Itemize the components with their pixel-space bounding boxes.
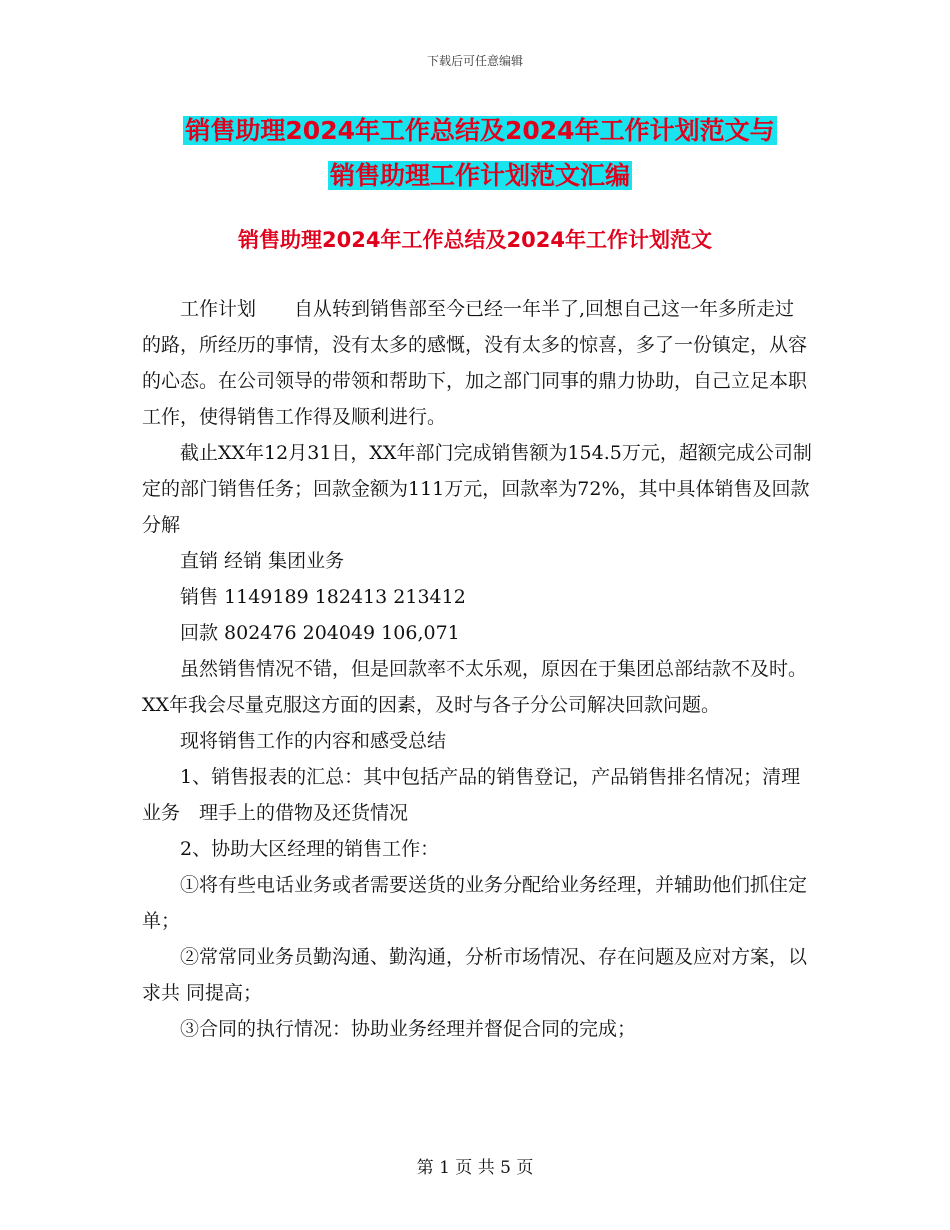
- page-number: 第 1 页 共 5 页: [416, 1158, 534, 1178]
- paragraph: 销售 1149189 182413 213412: [180, 586, 466, 608]
- paragraph: ①将有些电话业务或者需要送货的业务分配给业务经理，并辅助他们抓住定单；: [142, 874, 808, 932]
- paragraph: 现将销售工作的内容和感受总结: [180, 730, 447, 752]
- paragraph: 回款 802476 204049 106,071: [180, 622, 460, 644]
- paragraph: 虽然销售情况不错，但是回款率不太乐观，原因在于集团总部结款不及时。XX年我会尽量克服这方面的因素，及时与各子分公司解决回款问题。: [142, 658, 808, 716]
- document-title-line-1: 销售助理2024年工作总结及2024年工作计划范文与: [185, 116, 775, 145]
- header-note: 下载后可任意编辑: [426, 54, 523, 68]
- document-title-line-2: 销售助理工作计划范文汇编: [329, 161, 630, 190]
- body-text: [142, 291, 812, 1047]
- paragraph: ②常常同业务员勤沟通、勤沟通，分析市场情况、存在问题及应对方案，以求共 同提高；: [142, 946, 808, 1004]
- paragraph: 1、销售报表的汇总：其中包括产品的销售登记，产品销售排名情况；清理业务 理手上的借物及还货情况: [142, 766, 801, 824]
- document-title: [140, 108, 820, 198]
- section-title: 销售助理2024年工作总结及2024年工作计划范文: [238, 228, 712, 252]
- paragraph: 工作计划 自从转到销售部至今已经一年半了,回想自己这一年多所走过的路，所经历的事情，没有太多的感慨，没有太多的惊喜，多了一份镇定，从容的心态。在公司领导的带领和帮助下，加之部门同事的鼎力协助，自己立足本职工作，使得销售工作得及顺利进行。: [142, 298, 808, 428]
- paragraph: 截止XX年12月31日，XX年部门完成销售额为154.5万元，超额完成公司制定的部门销售任务；回款金额为111万元，回款率为72%，其中具体销售及回款分解: [142, 442, 812, 536]
- paragraph: 2、协助大区经理的销售工作：: [180, 838, 440, 860]
- paragraph: 直销 经销 集团业务: [180, 550, 345, 572]
- paragraph: ③合同的执行情况：协助业务经理并督促合同的完成；: [180, 1018, 637, 1040]
